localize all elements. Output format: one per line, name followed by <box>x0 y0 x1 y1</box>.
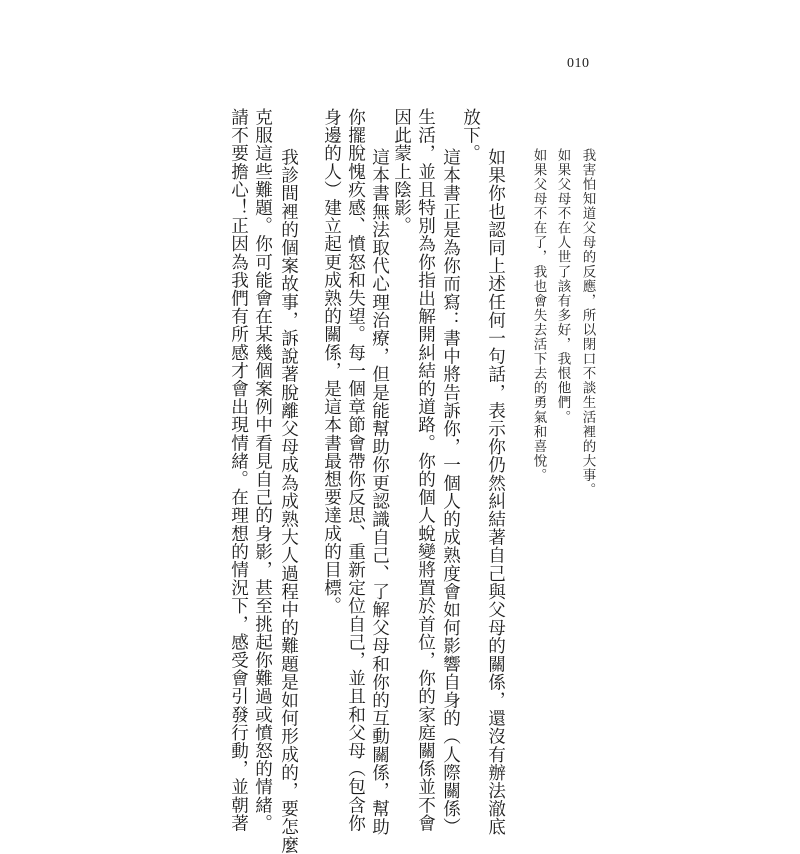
page-number: 010 <box>567 56 590 71</box>
quote-line-2: 如果父母不在人世了該有多好，我恨他們。 <box>554 148 571 425</box>
body-line: 如果你也認同上述任何一句話，表示你仍然糾結著自己與父母的關係，還沒有辦法澈底 <box>485 148 506 836</box>
body-line: 放下。 <box>460 108 481 163</box>
body-line: 克服這些難題。你可能會在某幾個案例中看見自己的身影，甚至挑起你難過或憤怒的情緒。 <box>252 108 273 832</box>
body-line: 請不要擔心！正因為我們有所感才會出現情緒。在理想的情況下，感受會引發行動，並朝著 <box>228 108 249 832</box>
body-line: 這本書無法取代心理治療，但是能幫助你更認識自己、了解父母和你的互動關係，幫助 <box>369 148 390 836</box>
body-line: 我診間裡的個案故事，訴說著脫離父母成為成熟大人過程中的難題是如何形成的，要怎麼 <box>278 148 299 854</box>
body-line: 因此蒙上陰影。 <box>391 108 412 235</box>
quote-line-3: 如果父母不在了，我也會失去活下去的勇氣和喜悅。 <box>530 148 547 483</box>
quote-line-1: 我害怕知道父母的反應，所以閉口不談生活裡的大事。 <box>579 148 596 498</box>
body-line: 這本書正是為你而寫：書中將告訴你，一個人的成熟度會如何影響自身的（人際關係） <box>440 148 461 836</box>
body-line: 身邊的人）建立起更成熟的關係，是這本書最想要達成的目標。 <box>321 108 342 615</box>
body-line: 生活，並且特別為你指出解開糾結的道路。你的個人蛻變將置於首位，你的家庭關係並不會 <box>415 108 436 832</box>
body-line: 你擺脫愧疚感、憤怒和失望。每一個章節會帶你反思、重新定位自己，並且和父母（包含你 <box>345 108 366 832</box>
